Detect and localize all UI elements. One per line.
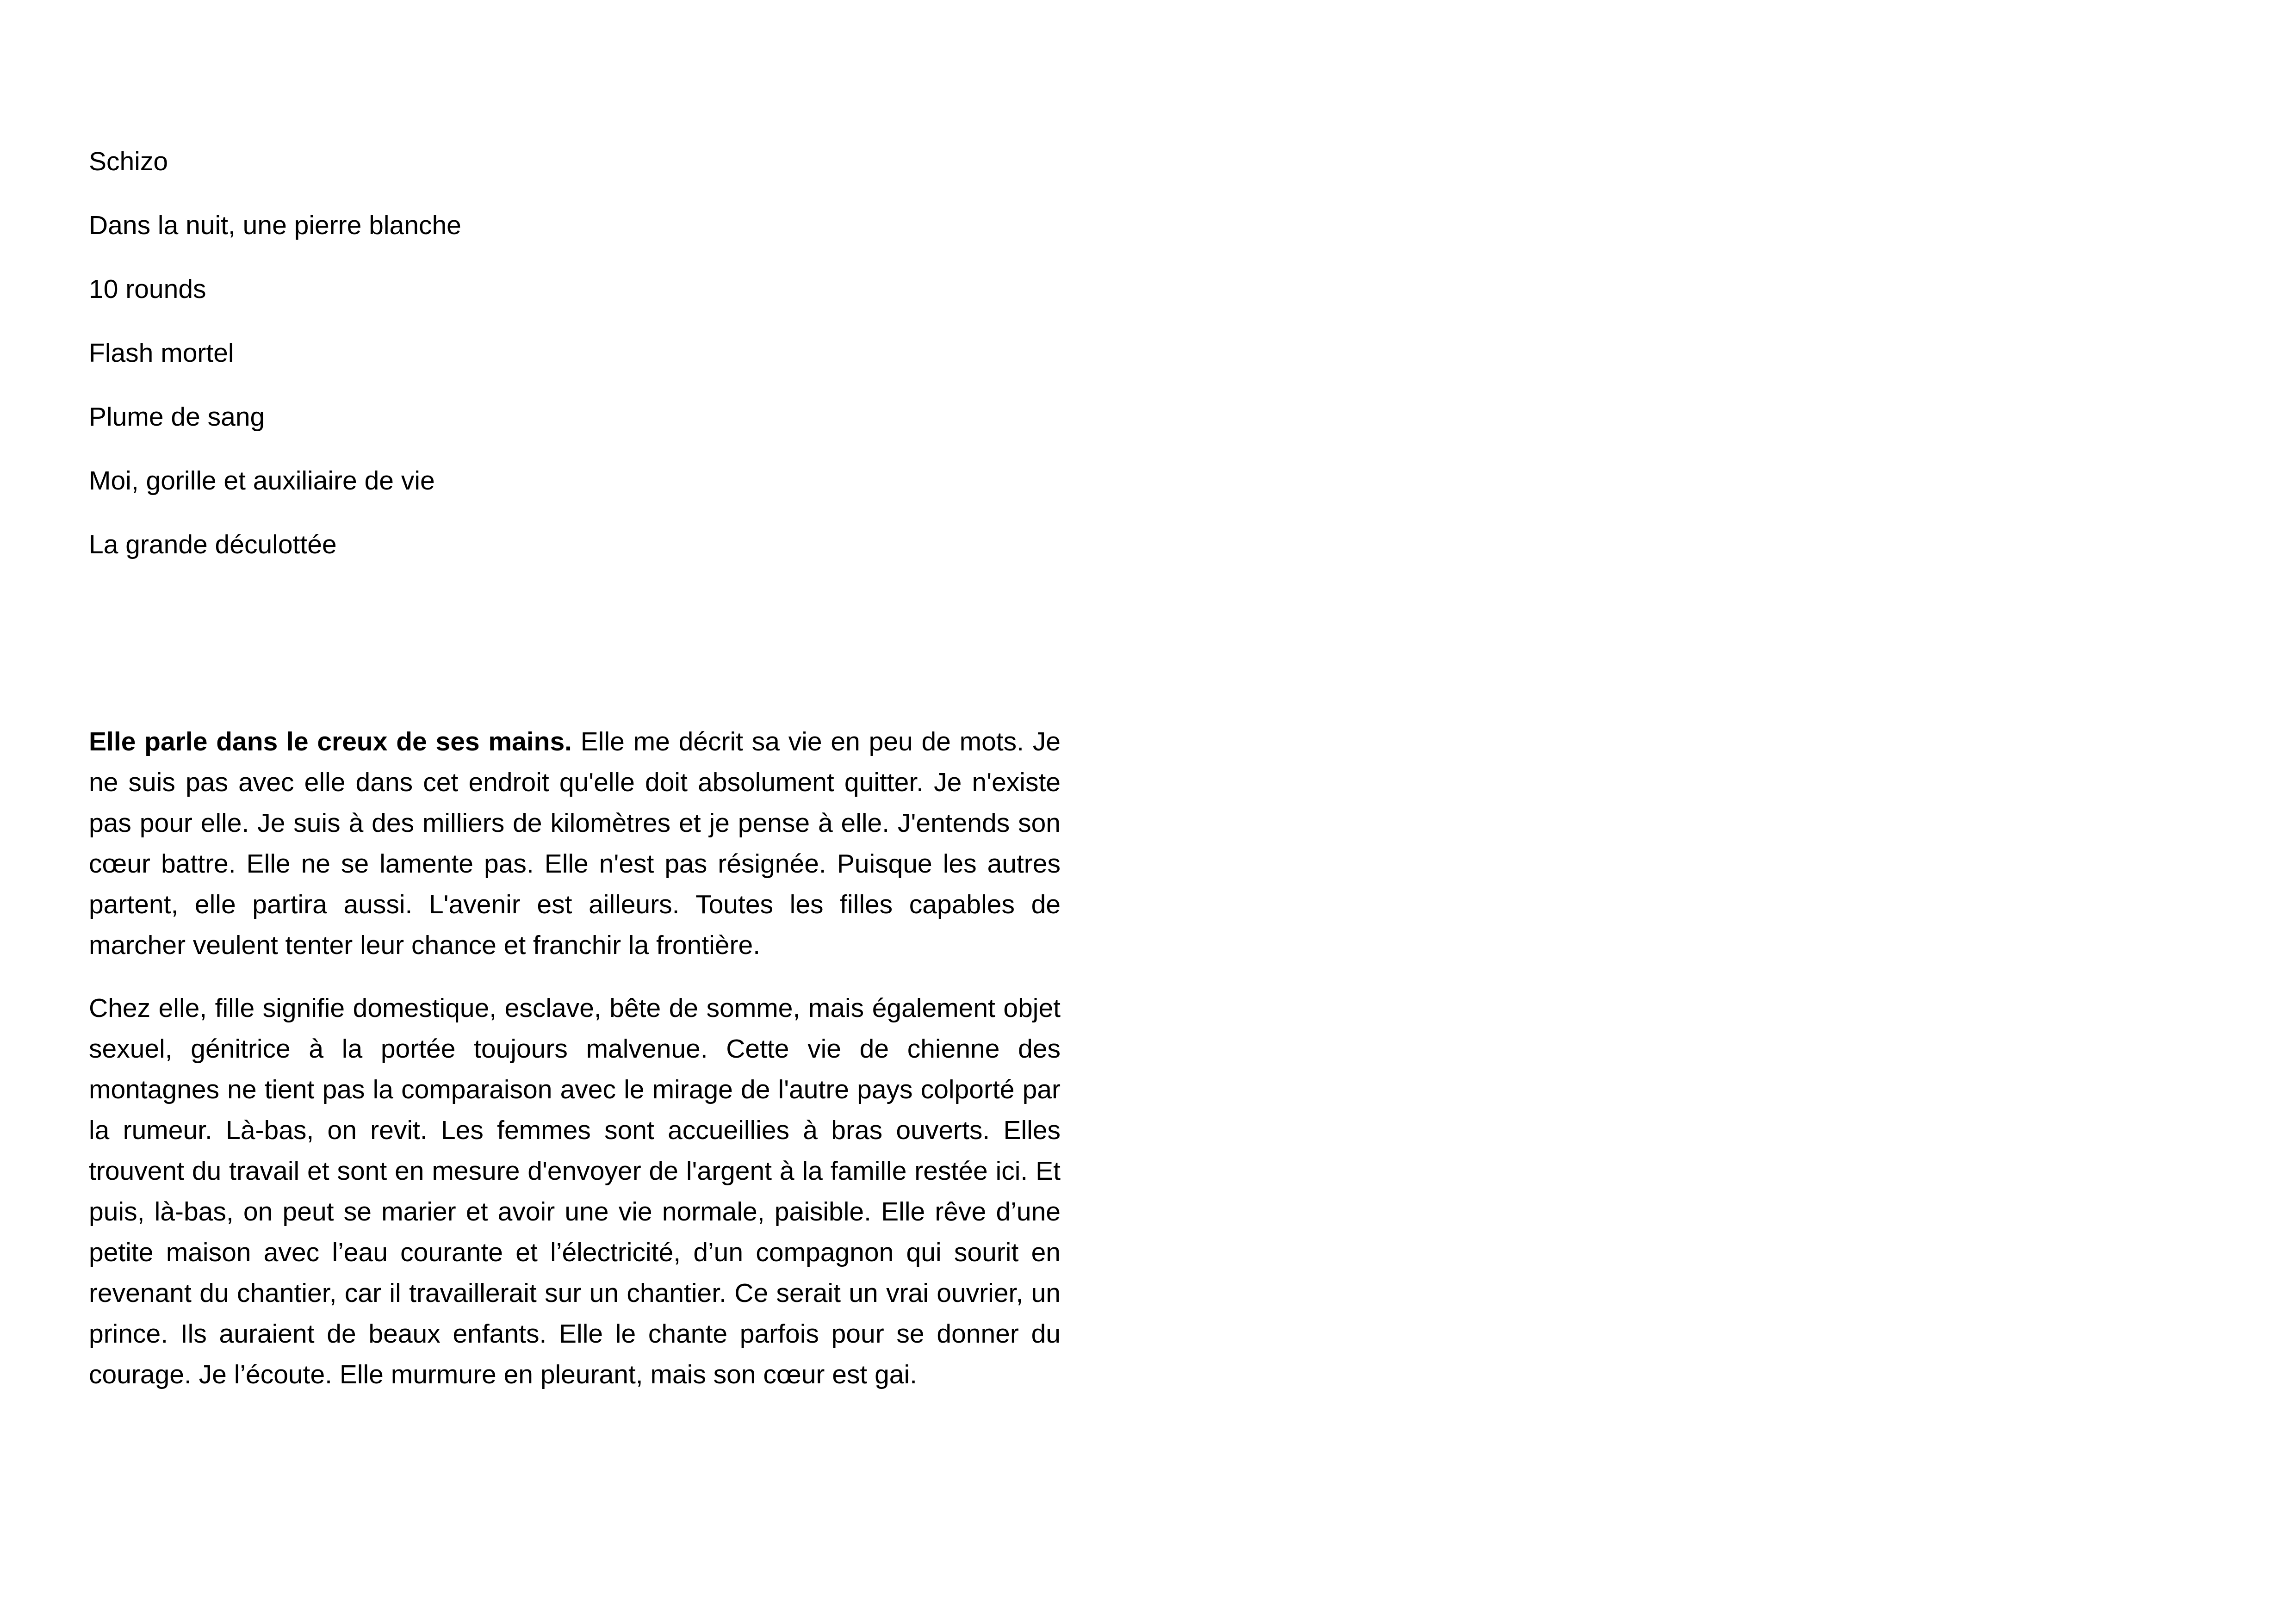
table-of-contents (89, 143, 1061, 590)
toc-item-schizo: Schizo (89, 147, 168, 176)
toc-item-plume-de-sang: Plume de sang (89, 402, 265, 432)
paragraph-text: Elle me décrit sa vie en peu de mots. Je ne suis pas avec elle dans cet endroit qu'elle doit absolument quitter. Je n'existe pas pour elle. Je suis à des milliers de kilomètres et je pense à elle. J'entends son cœur battre. Elle ne se lamente pas. Elle n'est pas résignée. Puisque les autres partent, elle partira aussi. L'avenir est ailleurs. Toutes les filles capables de marcher veulent tenter leur chance et franchir la frontière. (89, 727, 1061, 960)
toc-item-moi-gorille: Moi, gorille et auxiliaire de vie (89, 466, 435, 496)
toc-item-10-rounds: 10 rounds (89, 274, 206, 304)
toc-item-la-grande-deculottee: La grande déculottée (89, 530, 337, 559)
left-text-column (89, 721, 1061, 1417)
right-page (1148, 0, 2296, 1623)
paragraph (89, 721, 1061, 966)
paragraph-lead: Elle parle dans le creux de ses mains. (89, 727, 572, 756)
paragraph: Chez elle, fille signifie domestique, esclave, bête de somme, mais également objet sexuel, génitrice à la portée toujours malvenue. Cette vie de chienne des montagnes ne tient pas la comparaison avec le mirage de l'autre pays colporté par la rumeur. Là-bas, on revit. Les femmes sont accueillies à bras ouverts. Elles trouvent du travail et sont en mesure d'envoyer de l'argent à la famille restée ici. Et puis, là-bas, on peut se marier et avoir une vie normale, paisible. Elle rêve d’une petite maison avec l’eau courante et l’électricité, d’un compagnon qui sourit en revenant du chantier, car il travaillerait sur un chantier. Ce serait un vrai ouvrier, un prince. Ils auraient de beaux enfants. Elle le chante parfois pour se donner du courage. Je l’écoute. Elle murmure en pleurant, mais son cœur est gai. (89, 993, 1061, 1389)
toc-item-dans-la-nuit: Dans la nuit, une pierre blanche (89, 211, 461, 240)
toc-item-flash-mortel: Flash mortel (89, 338, 234, 368)
